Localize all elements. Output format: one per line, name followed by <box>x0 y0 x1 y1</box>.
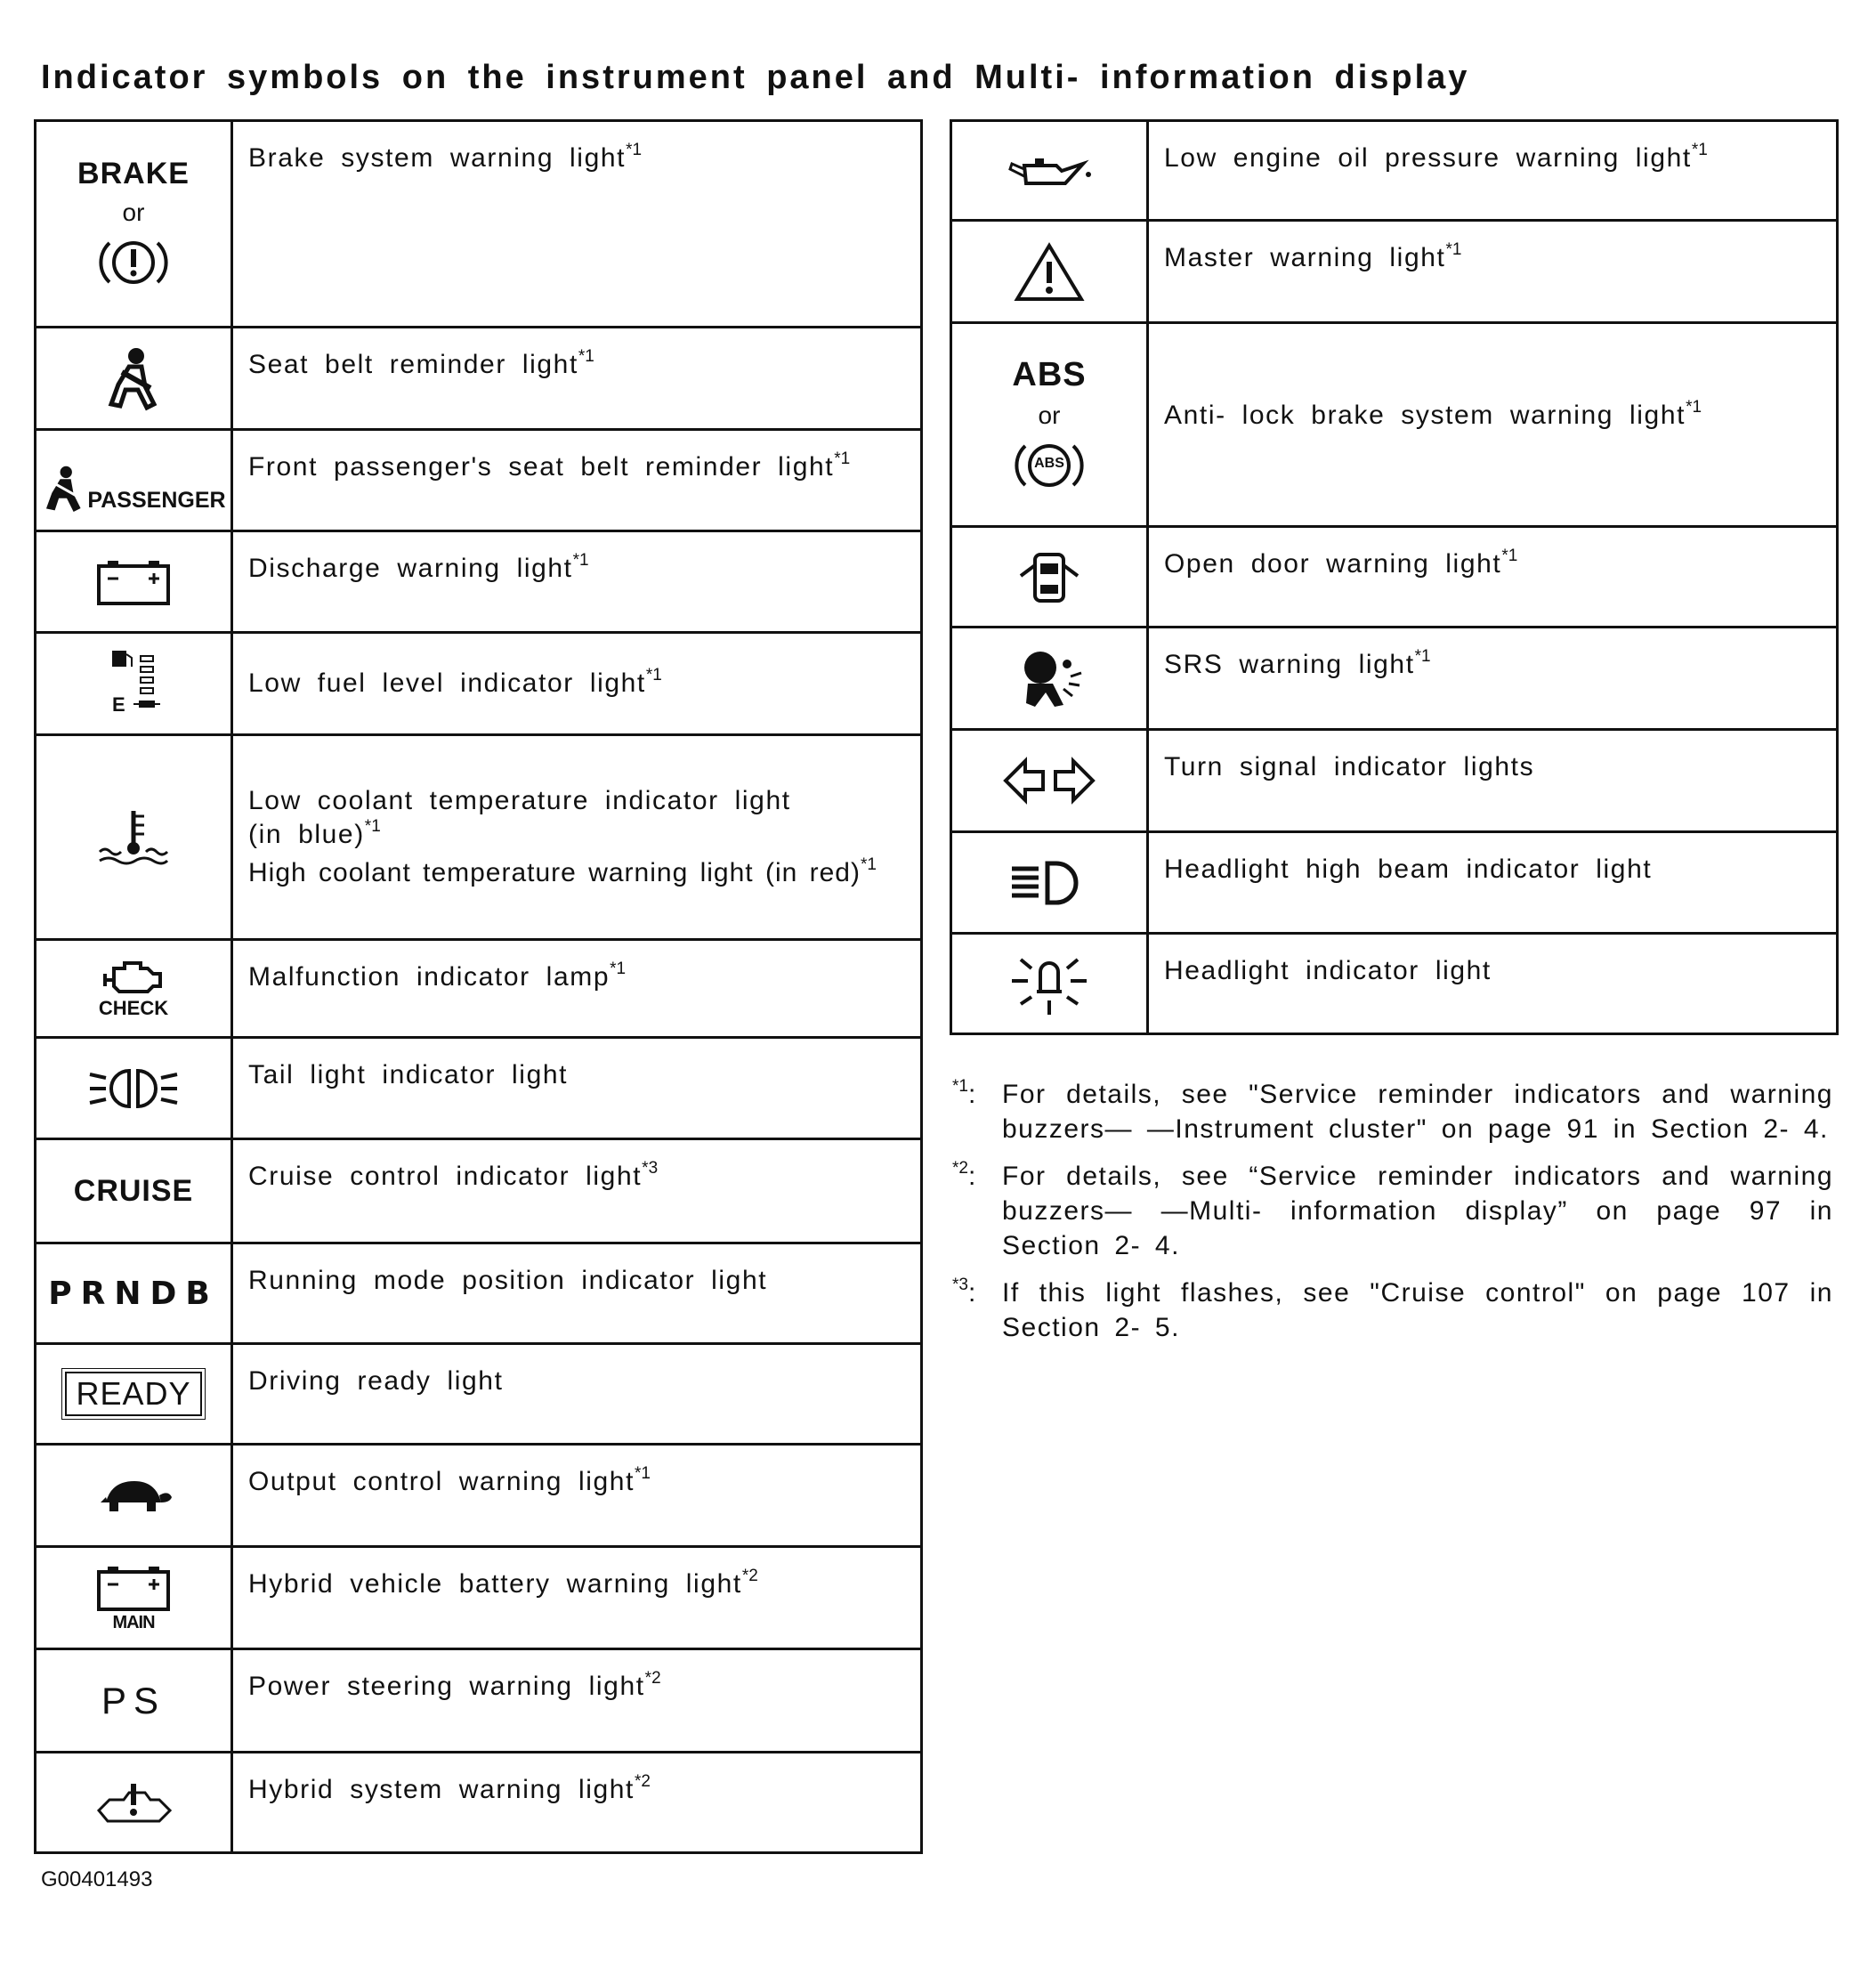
symbol-cell <box>36 1753 232 1853</box>
description-cell <box>232 121 922 328</box>
description-cell <box>232 1649 922 1753</box>
high-beam-icon <box>1007 858 1092 908</box>
coolant-temperature-icon <box>96 807 171 868</box>
description-cell <box>1148 221 1838 323</box>
table-row <box>951 527 1838 628</box>
indicator-label: Cruise control indicator light <box>248 1162 643 1191</box>
table-row <box>951 323 1838 527</box>
symbol-cell <box>36 735 232 940</box>
indicator-label: Low fuel level indicator light <box>248 668 646 698</box>
airbag-icon <box>1014 646 1085 710</box>
indicator-label: Hybrid system warning light <box>248 1775 635 1804</box>
battery-icon <box>95 557 172 607</box>
symbol-cell <box>36 531 232 633</box>
description-cell <box>1148 730 1838 832</box>
description-cell <box>232 1344 922 1445</box>
indicator-label: Headlight indicator light <box>1164 956 1492 985</box>
footnotes <box>952 1077 1833 1357</box>
indicator-label: SRS warning light <box>1164 650 1415 679</box>
footnote-ref: *2 <box>635 1772 651 1791</box>
description-cell <box>1148 934 1838 1034</box>
symbol-cell <box>951 323 1148 527</box>
ready-text-icon: READY <box>65 1372 201 1416</box>
hybrid-system-icon <box>93 1780 174 1825</box>
symbol-cell <box>36 430 232 531</box>
footnote-text: For details, see “Service reminder indicators and warning buzzers— —Multi- information display” on page 97 in Section 2- 4. <box>1002 1162 1833 1260</box>
symbol-cell <box>951 730 1148 832</box>
abs-inner-text: ABS <box>1034 455 1064 471</box>
table-row <box>951 628 1838 730</box>
table-row <box>36 1139 922 1243</box>
check-text: CHECK <box>98 996 169 1019</box>
table-row <box>36 1243 922 1344</box>
table-row <box>36 1038 922 1139</box>
table-row <box>36 735 922 940</box>
table-row <box>951 121 1838 221</box>
symbol-cell <box>36 328 232 430</box>
indicator-label: Running mode position indicator light <box>248 1266 768 1295</box>
footnote-ref: *1 <box>1501 547 1518 565</box>
table-row <box>36 1753 922 1853</box>
symbol-cell <box>951 832 1148 934</box>
table-row <box>951 832 1838 934</box>
footnote-ref: *1 <box>1414 647 1431 666</box>
description-cell <box>232 940 922 1038</box>
table-row <box>36 430 922 531</box>
footnote-ref: *1 <box>834 449 851 468</box>
hybrid-battery-icon <box>95 1563 172 1613</box>
description-cell <box>232 328 922 430</box>
footnote-ref: *1 <box>578 347 594 366</box>
description-cell <box>232 1243 922 1344</box>
indicator-label: Output control warning light <box>248 1467 635 1496</box>
indicator-label: Low engine oil pressure warning light <box>1164 143 1692 173</box>
indicator-table-right <box>950 119 1839 1035</box>
description-cell <box>1148 323 1838 527</box>
open-door-icon <box>1014 549 1085 604</box>
abs-icon <box>1009 437 1089 494</box>
description-cell <box>232 1038 922 1139</box>
brake-icon <box>93 234 174 291</box>
indicator-label: Low coolant temperature indicator light (in blue) <box>248 785 791 850</box>
description-cell <box>232 531 922 633</box>
footnote-mark: $^{*2}$: <box>952 1159 977 1191</box>
indicator-label: Headlight high beam indicator light <box>1164 854 1653 884</box>
abs-text: ABS <box>1012 355 1087 393</box>
indicator-label: Master warning light <box>1164 243 1446 272</box>
symbol-cell <box>951 121 1148 221</box>
footnote-ref: *1 <box>645 665 662 684</box>
indicator-label: Tail light indicator light <box>248 1060 569 1089</box>
footnote <box>952 1077 1833 1146</box>
table-row <box>36 940 922 1038</box>
symbol-cell <box>951 934 1148 1034</box>
footnote-ref: *3 <box>642 1159 659 1178</box>
indicator-label: Power steering warning light <box>248 1672 645 1701</box>
table-row <box>36 1649 922 1753</box>
prndb-text-icon: PRNDB <box>48 1275 219 1312</box>
indicator-label: Front passenger's seat belt reminder light <box>248 452 835 482</box>
table-row <box>36 328 922 430</box>
indicator-label: Discharge warning light <box>248 554 573 583</box>
turtle-icon <box>93 1476 174 1515</box>
table-row <box>951 221 1838 323</box>
oil-can-icon <box>1007 153 1092 189</box>
description-cell <box>232 1547 922 1649</box>
turn-signal-icon <box>1000 754 1098 807</box>
document-code: G00401493 <box>41 1867 153 1891</box>
indicator-table-left <box>34 119 923 1854</box>
description-cell <box>1148 121 1838 221</box>
symbol-cell <box>951 628 1148 730</box>
fuel-gauge-icon <box>98 645 169 722</box>
symbol-cell <box>36 633 232 735</box>
footnote-mark: $^{*3}$: <box>952 1276 977 1308</box>
passenger-text: PASSENGER <box>87 488 226 513</box>
brake-text: BRAKE <box>77 157 190 190</box>
footnote <box>952 1276 1833 1345</box>
footnote-ref: *1 <box>626 141 643 159</box>
ps-text-icon: PS <box>101 1679 166 1721</box>
tail-light-icon <box>85 1062 182 1115</box>
table-row <box>951 730 1838 832</box>
description-cell <box>232 1139 922 1243</box>
indicator-label: Turn signal indicator lights <box>1164 752 1535 782</box>
seat-belt-icon <box>102 345 165 411</box>
table-row <box>36 531 922 633</box>
footnote-ref: *1 <box>860 854 877 874</box>
indicator-label: Hybrid vehicle battery warning light <box>248 1569 742 1599</box>
table-row <box>36 1547 922 1649</box>
footnote-ref: *1 <box>364 817 381 837</box>
symbol-cell <box>36 1547 232 1649</box>
coolant-low-label <box>248 784 818 853</box>
or-text: or <box>122 198 145 226</box>
footnote-mark: $^{*1}$: <box>952 1077 977 1109</box>
footnote-ref: *1 <box>635 1464 651 1483</box>
footnote <box>952 1159 1833 1263</box>
description-cell <box>232 1753 922 1853</box>
description-cell <box>1148 628 1838 730</box>
footnote-ref: *1 <box>572 551 589 570</box>
symbol-cell <box>36 1243 232 1344</box>
symbol-cell <box>951 527 1148 628</box>
main-text: MAIN <box>112 1612 155 1632</box>
footnote-text: If this light flashes, see "Cruise control" on page 107 in Section 2- 5. <box>1002 1278 1833 1342</box>
fuel-empty-label: E <box>112 693 125 716</box>
symbol-cell <box>951 221 1148 323</box>
footnote-ref: *1 <box>1686 397 1702 417</box>
table-row <box>36 121 922 328</box>
footnote-ref: *2 <box>644 1669 661 1688</box>
symbol-cell <box>36 121 232 328</box>
headlight-icon <box>1007 949 1092 1018</box>
check-engine-icon <box>101 958 166 995</box>
description-cell <box>232 430 922 531</box>
indicator-label: Anti- lock brake system warning light <box>1164 400 1686 430</box>
indicator-label: Driving ready light <box>248 1366 504 1396</box>
indicator-label: Open door warning light <box>1164 549 1502 579</box>
footnote-ref: *1 <box>610 960 627 978</box>
indicator-label: Malfunction indicator lamp <box>248 962 611 992</box>
footnote-ref: *1 <box>1445 240 1462 259</box>
indicator-label: Seat belt reminder light <box>248 350 578 379</box>
symbol-cell <box>36 1445 232 1547</box>
passenger-seat-belt-icon <box>41 464 87 514</box>
table-row <box>36 633 922 735</box>
footnote-text: For details, see "Service reminder indicators and warning buzzers— —Instrument cluster" on page 91 in Section 2- 4. <box>1002 1080 1833 1144</box>
footnote-ref: *1 <box>1691 141 1708 159</box>
table-row <box>951 934 1838 1034</box>
indicator-label: High coolant temperature warning light (in red) <box>248 857 861 887</box>
symbol-cell <box>36 1038 232 1139</box>
or-text: or <box>1038 401 1061 429</box>
table-row <box>36 1344 922 1445</box>
symbol-cell <box>36 1139 232 1243</box>
page-title: Indicator symbols on the instrument panel and Multi- information display <box>41 59 1470 96</box>
description-cell <box>1148 832 1838 934</box>
footnote-ref: *2 <box>741 1567 758 1585</box>
description-cell <box>232 735 922 940</box>
indicator-label: Brake system warning light <box>248 143 627 173</box>
cruise-text-icon: CRUISE <box>73 1173 194 1208</box>
symbol-cell <box>36 1649 232 1753</box>
symbol-cell <box>36 1344 232 1445</box>
symbol-cell <box>36 940 232 1038</box>
description-cell <box>232 1445 922 1547</box>
description-cell <box>1148 527 1838 628</box>
coolant-high-label <box>248 856 920 890</box>
table-row <box>36 1445 922 1547</box>
warning-triangle-icon <box>1014 240 1085 303</box>
description-cell <box>232 633 922 735</box>
